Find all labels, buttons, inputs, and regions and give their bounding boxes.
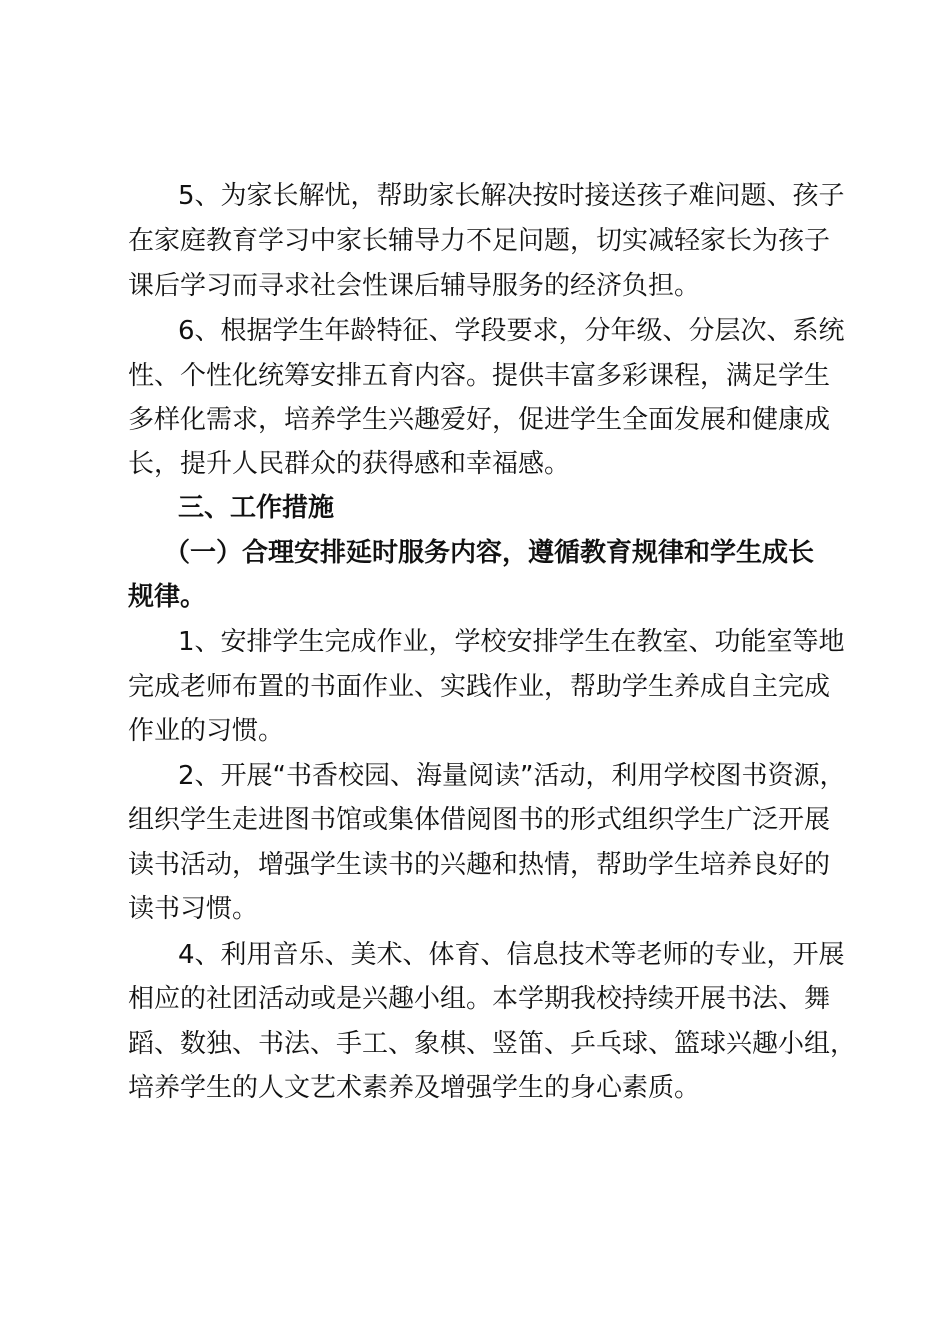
text-line: 作业的习惯。 [128,716,285,746]
text-line: 在家庭教育学习中家长辅导力不足问题，切实减轻家长为孩子 [128,226,831,256]
text-line: 4、利用音乐、美术、体育、信息技术等老师的专业，开展 [178,940,845,970]
text-line: 培养学生的人文艺术素养及增强学生的身心素质。 [128,1073,701,1103]
text-line: 读书习惯。 [128,894,259,924]
text-line: 性、个性化统筹安排五育内容。提供丰富多彩课程，满足学生 [128,361,831,391]
text-line: 读书活动，增强学生读书的兴趣和热情，帮助学生培养良好的 [128,850,831,880]
subsection-heading-continued: 规律。 [128,582,207,612]
text-line: 2、开展“书香校园、海量阅读”活动，利用学校图书资源， [178,761,846,791]
section-heading: 三、工作措施 [178,493,335,523]
text-line: 课后学习而寻求社会性课后辅导服务的经济负担。 [128,271,701,301]
text-line: 1、安排学生完成作业，学校安排学生在教室、功能室等地 [178,627,845,657]
text-line: 蹈、数独、书法、手工、象棋、竖笛、乒乓球、篮球兴趣小组， [128,1029,857,1059]
subsection-heading: （一）合理安排延时服务内容，遵循教育规律和学生成长 [164,538,815,568]
text-line: 多样化需求，培养学生兴趣爱好，促进学生全面发展和健康成 [128,405,831,435]
text-line: 5、为家长解忧，帮助家长解决按时接送孩子难问题、孩子 [178,181,845,211]
text-line: 相应的社团活动或是兴趣小组。本学期我校持续开展书法、舞 [128,984,831,1014]
text-line: 组织学生走进图书馆或集体借阅图书的形式组织学生广泛开展 [128,805,831,835]
text-line: 长，提升人民群众的获得感和幸福感。 [128,449,571,479]
text-line: 6、根据学生年龄特征、学段要求，分年级、分层次、系统 [178,316,845,346]
text-line: 完成老师布置的书面作业、实践作业，帮助学生养成自主完成 [128,672,831,702]
